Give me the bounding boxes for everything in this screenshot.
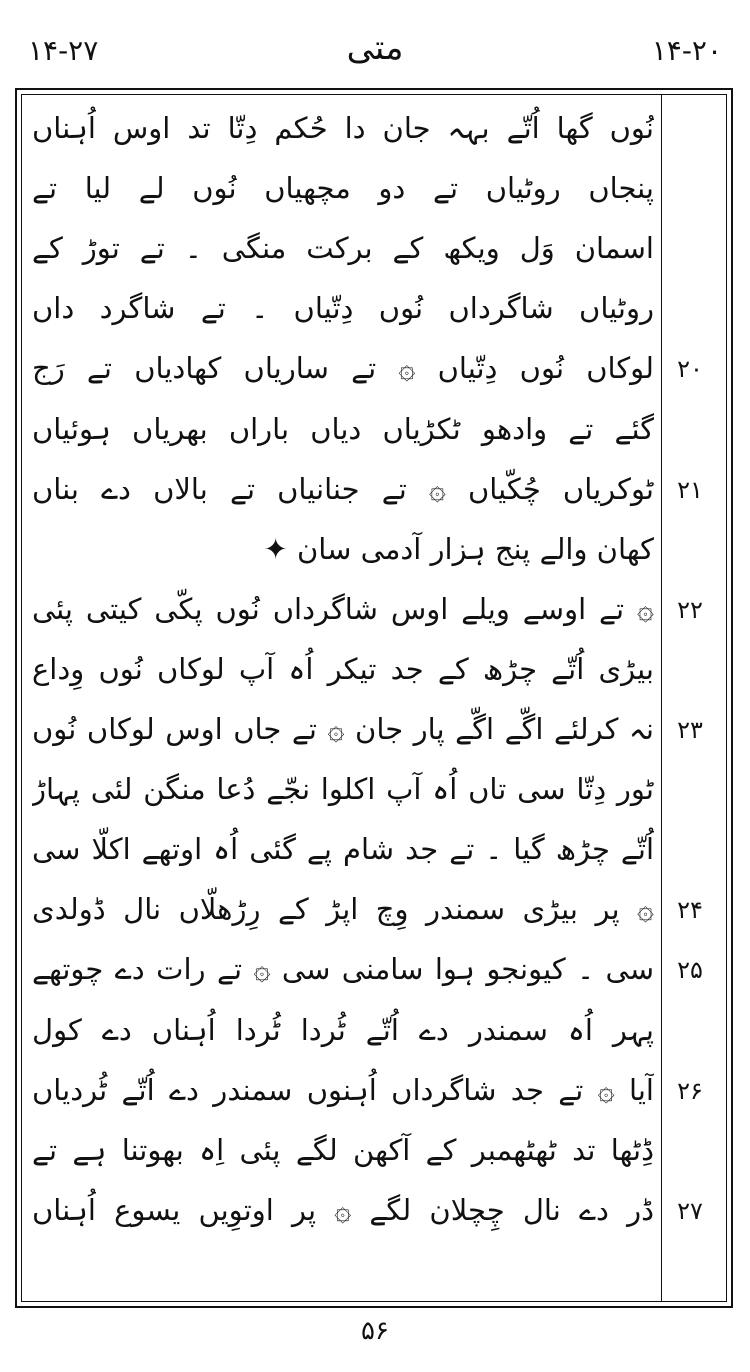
text-line: ٹوکریاں چُکّیاں ۞ تے جنانیاں تے بالاں دے بناں	[32, 471, 654, 506]
chapter-verse-ref-right: ۱۴-۲۰	[651, 34, 722, 67]
text-frame-inner	[21, 94, 727, 1302]
verse-number: ۲۵	[677, 956, 703, 985]
text-line: گئے تے وادھو ٹکڑیاں دیاں باراں بھریاں ہوئیاں	[32, 411, 654, 446]
verse-number: ۲۴	[677, 896, 703, 925]
verse-number: ۲۲	[677, 595, 703, 624]
text-line: ۞ تے اوسے ویلے اوس شاگرداں نُوں پکّی کیتی پئی	[32, 591, 654, 626]
text-line: کھان والے پنج ہزار آدمی سان ✦	[263, 531, 654, 566]
verse-number: ۲۱	[677, 475, 703, 504]
text-line: اُتّے چڑھ گیا ۔ تے جد شام پے گئی اُہ اوتھے اکلّا سی	[32, 832, 654, 867]
text-line: پہر اُہ سمندر دے اُتّے ٹُردا ٹُردا اُہناں دے کول	[32, 1012, 654, 1047]
scripture-text-column	[32, 99, 654, 1297]
verse-number: ۲۶	[677, 1076, 703, 1105]
text-line: ٹور دِتّا سی تاں اُہ آپ اکلوا نجّے دُعا منگن لئی پہاڑ	[32, 772, 654, 807]
text-frame-outer	[15, 88, 733, 1308]
text-line: لوکاں نُوں دِتّیاں ۞ تے ساریاں کھادیاں تے رَج	[32, 351, 654, 386]
text-line: ڈر دے نال چِچلان لگے ۞ پر اوتوِیں یسوع اُہناں	[32, 1192, 654, 1227]
verse-number: ۲۰	[677, 355, 703, 384]
chapter-verse-ref-left: ۱۴-۲۷	[28, 34, 99, 67]
text-line: نُوں گھا اُتّے بہہ جان دا حُکم دِتّا تد اوس اُہناں	[32, 111, 654, 145]
text-line: ۞ پر بیڑی سمندر وِچ اپڑ کے رِڑھلّاں نال ڈولدی	[32, 892, 654, 927]
page-header	[0, 20, 750, 80]
text-line: ڈِٹھا تد ٹھٹھمبر کے آکھن لگے پئی اِہ بھوتنا ہے تے	[32, 1132, 654, 1167]
book-title: متی	[346, 28, 404, 68]
verse-number-column	[661, 95, 718, 1301]
text-line: پنجاں روٹیاں تے دو مچھیاں نُوں لے لیا تے	[32, 171, 654, 206]
text-line: بیڑی اُتّے چڑھ کے جد تیکر اُہ آپ لوکاں نُوں وِداع	[32, 651, 654, 686]
verse-number: ۲۳	[677, 716, 703, 744]
text-line: آیا ۞ تے جد شاگرداں اُہنوں سمندر دے اُتّے ٹُردیاں	[32, 1072, 654, 1107]
verse-number: ۲۷	[677, 1196, 703, 1225]
text-line: روٹیاں شاگرداں نُوں دِتّیاں ۔ تے شاگرد داں	[32, 291, 654, 326]
text-line: نہ کرلئے اگّے اگّے پار جان ۞ تے جاں اوس لوکاں نُوں	[32, 712, 654, 746]
text-line: اسمان وَل ویکھ کے برکت منگی ۔ تے توڑ کے	[32, 231, 654, 266]
page-number: ۵۶	[361, 1316, 389, 1346]
text-line: سی ۔ کیونجو ہوا سامنی سی ۞ تے رات دے چوتھے	[32, 952, 654, 987]
